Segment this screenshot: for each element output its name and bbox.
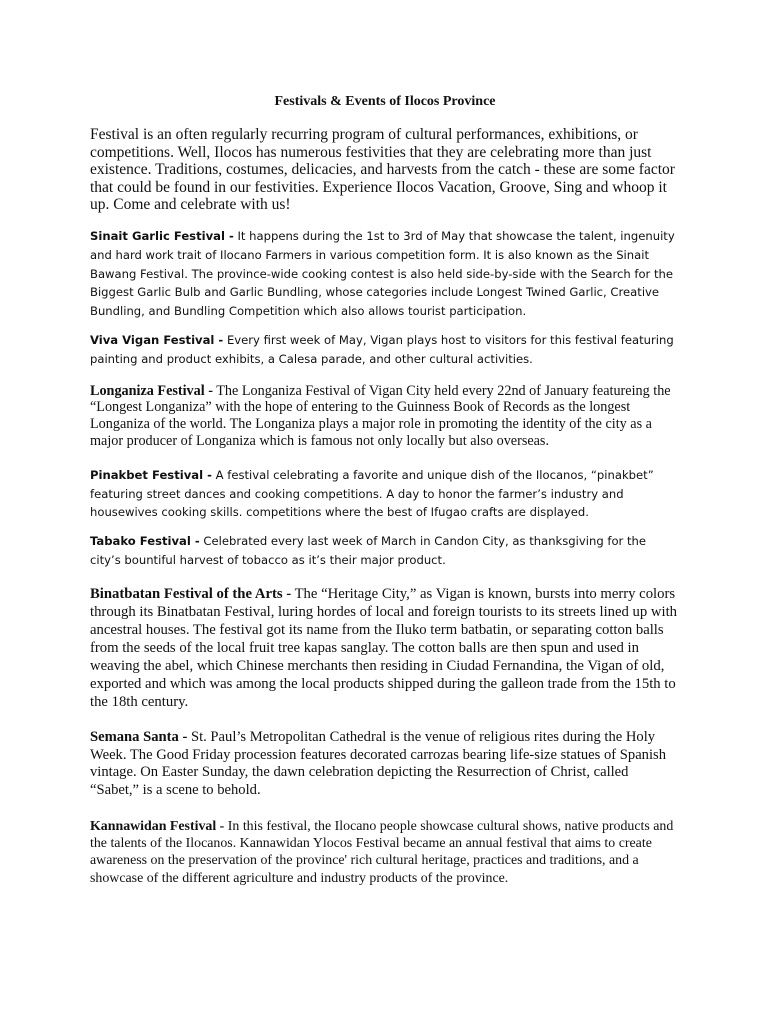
section-tabako-festival — [90, 532, 680, 570]
intro-paragraph: Festival is an often regularly recurring program of cultural performances, exhibitions, or competitions. Well, Ilocos has numerous festivities that they are celebrating more than just existence. Traditions, costumes, delicacies, and harvests from the catch - these are some factor that could be found in our festivities. Experience Ilocos Vacation, Groove, Sing and whoop it up. Come and celebrate with us! — [90, 126, 675, 214]
section-heading: Viva Vigan Festival - — [90, 332, 224, 347]
section-body: It happens during the 1st to 3rd of May that showcase the talent, ingenuity and hard work trait of Ilocano Farmers in various competition form. It is also known as the Sinait Bawang Festival. The province-wide cooking contest is also held side-by-side with the Search for the Biggest Garlic Bulb and Garlic Bundling, whose categories include Longest Twined Garlic, Creative Bundling, and Bundling Competition which also allows tourist participation. — [90, 228, 675, 319]
section-binatbatan-festival — [90, 585, 680, 711]
page-title: Festivals & Events of Ilocos Province — [274, 94, 496, 109]
section-kannawidan-festival — [90, 818, 680, 887]
section-body: A festival celebrating a favorite and unique dish of the Ilocanos, “pinakbet” featuring street dances and cooking competitions. A day to honor the farmer’s industry and housewives cooking skills. competitions where the best of Ifugao crafts are displayed. — [90, 467, 654, 520]
section-sinait-garlic-festival — [90, 227, 680, 321]
section-body: Every first week of May, Vigan plays host to visitors for this festival featuring painting and product exhibits, a Calesa parade, and other cultural activities. — [90, 332, 674, 366]
section-heading: Semana Santa - — [90, 728, 188, 745]
section-body: In this festival, the Ilocano people showcase cultural shows, native products and the talents of the Ilocanos. Kannawidan Ylocos Festival became an annual festival that aims to create awareness on the preservation of the province' rich cultural heritage, practices and traditions, and a showcase of the different agriculture and industry products of the province. — [90, 818, 674, 886]
section-body: St. Paul’s Metropolitan Cathedral is the venue of religious rites during the Holy Week. The Good Friday procession features decorated carrozas bearing life-size statues of Spanish vintage. On Easter Sunday, the dawn celebration depicting the Resurrection of Christ, called “Sabet,” is a scene to behold. — [90, 728, 667, 799]
section-heading: Binatbatan Festival of the Arts - — [90, 585, 292, 602]
section-heading: Sinait Garlic Festival - — [90, 228, 234, 243]
section-heading: Pinakbet Festival - — [90, 467, 212, 482]
section-pinakbet-festival — [90, 466, 680, 522]
section-body: Celebrated every last week of March in Candon City, as thanksgiving for the city’s bountiful harvest of tobacco as it’s their major product. — [90, 534, 647, 567]
section-heading: Longaniza Festival - — [90, 382, 213, 399]
section-heading: Kannawidan Festival - — [90, 818, 225, 834]
section-longaniza-festival — [90, 383, 680, 450]
section-body: The Longaniza Festival of Vigan City held every 22nd of January featureing the “Longest Longaniza” with the hope of entering to the Guinness Book of Records as the longest Longaniza of the world. The Longaniza plays a major role in promoting the identity of the city as a major producer of Longaniza which is famous not only locally but also overseas. — [90, 382, 671, 449]
document-page — [90, 93, 680, 887]
section-viva-vigan-festival — [90, 331, 680, 369]
section-semana-santa — [90, 729, 680, 800]
section-heading: Tabako Festival - — [90, 534, 200, 549]
section-body: The “Heritage City,” as Vigan is known, bursts into merry colors through its Binatbatan Festival, luring hordes of local and foreign tourists to its streets lined up with ancestral houses. The festival got its name from the Iluko term batbatin, or separating cotton balls from the seeds of the local fruit tree kapas sanglay. The cotton balls are then spun and used in weaving the abel, which Chinese merchants then residing in Ciudad Fernandina, the Vigan of old, exported and which was among the local products shipped during the galleon trade from the 15th to the 18th century. — [90, 585, 678, 710]
